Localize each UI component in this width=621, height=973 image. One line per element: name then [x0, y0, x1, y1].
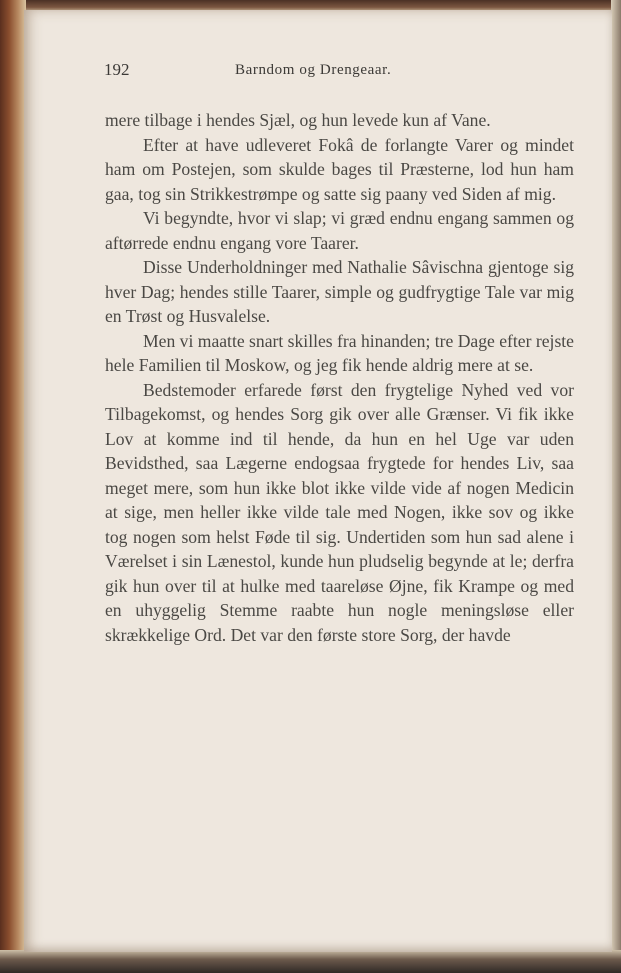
paragraph: Efter at have udleveret Fokâ de forlangte Varer og mindet ham om Postejen, som skulde bages til Præsterne, lod hun ham gaa, tog sin Strikkestrømpe og satte sig paany ved Siden af mig.	[105, 134, 574, 204]
paragraph: Disse Underholdninger med Nathalie Sâvischna gjentoge sig hver Dag; hendes stille Taarer, simple og gudfrygtige Tale var mig en Trøst og Husvalelse.	[105, 257, 574, 326]
page-number: 192	[104, 60, 130, 79]
paragraph: Vi begyndte, hvor vi slap; vi græd endnu engang sammen og aftørrede endnu engang vore Taarer.	[105, 208, 574, 253]
page-header	[104, 60, 574, 84]
paragraph: mere tilbage i hendes Sjæl, og hun levede kun af Vane.	[105, 110, 491, 130]
book-right-edge	[611, 0, 621, 973]
book-spine-edge	[0, 0, 26, 973]
body-text	[105, 108, 574, 647]
running-head: Barndom og Drengeaar.	[235, 62, 392, 78]
paragraph: Bedstemoder erfarede først den frygtelige Nyhed ved vor Tilbagekomst, og hendes Sorg gik over alle Grænser. Vi fik ikke Lov at komme ind til hende, da hun en hel Uge var uden Bevidsthed, saa Lægerne endogsaa frygtede for hendes Liv, saa meget mere, som hun ikke blot ikke vilde vide af nogen Medicin at sige, men heller ikke vilde tale med Nogen, ikke sov og ikke tog nogen som helst Føde til sig. Undertiden som hun sad alene i Værelset i sin Lænestol, kunde hun pludselig begynde at le; derfra gik hun over til at hulke med taareløse Øjne, fik Krampe og med en uhyggelig Stemme raabte hun nogle meningsløse eller skrækkelige Ord. Det var den første store Sorg, der havde	[105, 379, 574, 645]
book-bottom-edge	[0, 950, 621, 973]
paragraph: Men vi maatte snart skilles fra hinanden; tre Dage efter rejste hele Familien til Moskow, og jeg fik hende aldrig mere at se.	[105, 330, 574, 375]
